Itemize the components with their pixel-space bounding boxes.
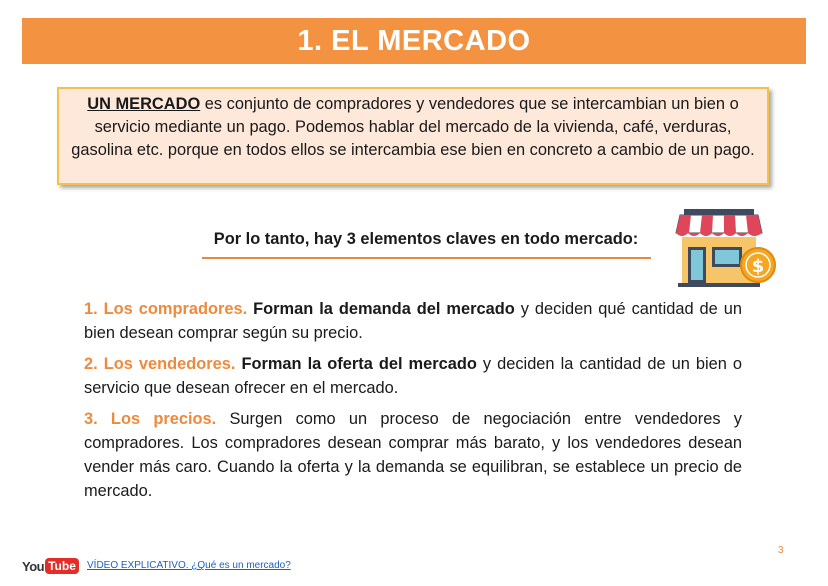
list-item: 3. Los precios. Surgen como un proceso de negociación entre vendedores y compradores. Los compradores desean comprar más barato, y los vendedores desean vender más caro. Cuando la oferta y la demanda se equilibran, se establece un precio de mercado. xyxy=(84,410,742,500)
definition-box xyxy=(57,87,769,185)
key-elements-list xyxy=(84,297,742,510)
list-item: 2. Los vendedores. Forman la oferta del mercado y deciden la cantidad de un bien o servicio que desean ofrecer en el mercado. xyxy=(84,355,742,397)
list-item: 1. Los compradores. Forman la demanda del mercado y deciden qué cantidad de un bien desean comprar según su precio. xyxy=(84,300,742,342)
market-store-icon xyxy=(670,207,780,289)
svg-text:$: $ xyxy=(751,256,765,277)
page-number: 3 xyxy=(778,545,784,556)
youtube-logo-icon[interactable]: You Tube xyxy=(22,556,70,576)
key-elements-heading: Por lo tanto, hay 3 elementos claves en todo mercado: xyxy=(213,230,639,248)
video-link[interactable]: VÍDEO EXPLICATIVO. ¿Qué es un mercado? xyxy=(87,560,291,571)
heading-underline xyxy=(202,257,651,259)
definition-term: UN MERCADO xyxy=(87,95,201,113)
definition-text: es conjunto de compradores y vendedores que se intercambian un bien o servicio mediante un pago. Podemos hablar del mercado de la vivienda, café, verduras, gasolina etc. porque en todos ellos se intercambia ese bien en concreto a cambio de un pago. xyxy=(71,95,755,159)
page-title: 1. EL MERCADO xyxy=(22,18,806,64)
